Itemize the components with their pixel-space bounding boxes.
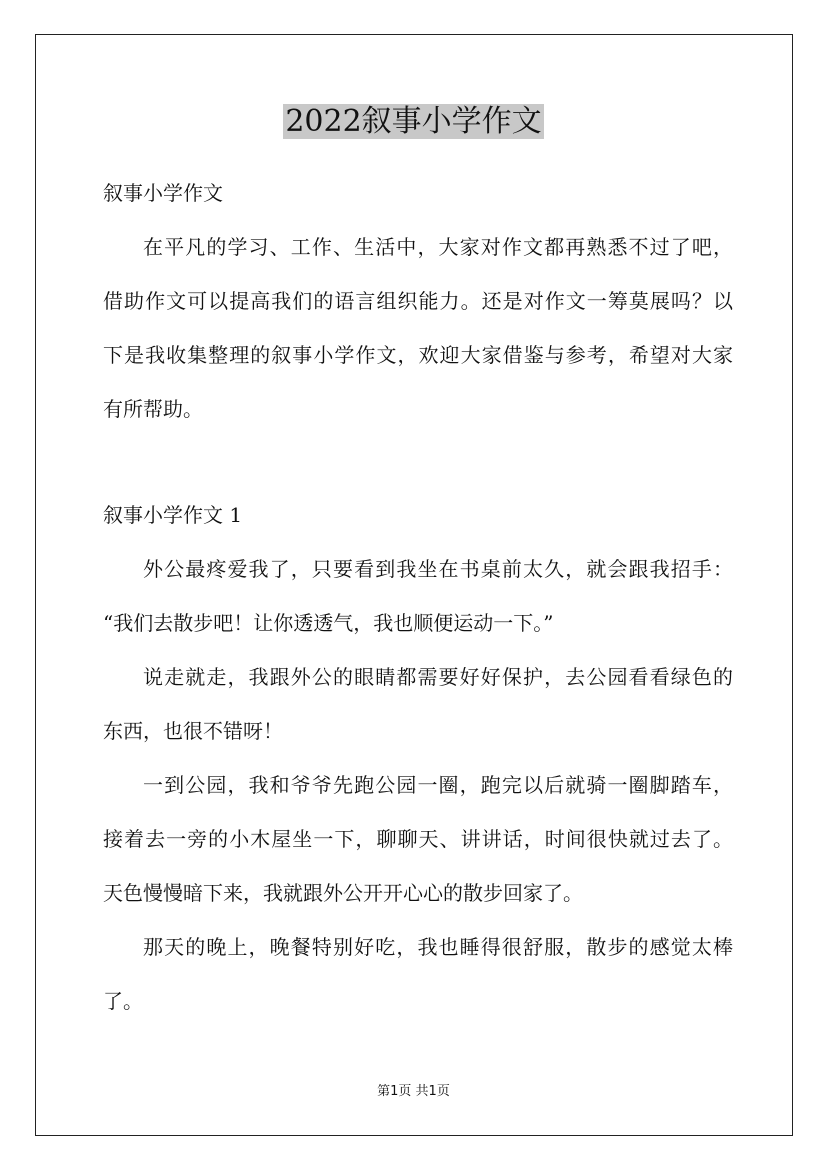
paragraph-gap (103, 441, 733, 493)
intro-line-2: 借助作文可以提高我们的语言组织能力。还是对作文一筹莫展吗？以 (103, 289, 733, 313)
essay-line-4: 东西，也很不错呀！ (103, 719, 283, 743)
page-footer: 第1页 共1页 (377, 1084, 450, 1099)
essay-line-3: 说走就走，我跟外公的眼睛都需要好好保护，去公园看看绿色的 (143, 665, 733, 689)
essay-line-2: “我们去散步吧！让你透透气，我也顺便运动一下。” (103, 611, 554, 635)
essay-line-8: 那天的晚上，晚餐特别好吃，我也睡得很舒服，散步的感觉太棒 (143, 935, 733, 959)
essay-line-5: 一到公园，我和爷爷先跑公园一圈，跑完以后就骑一圈脚踏车， (143, 773, 733, 797)
essay-line-6: 接着去一旁的小木屋坐一下，聊聊天、讲讲话，时间很快就过去了。 (103, 827, 733, 851)
essay-line-9: 了。 (103, 989, 143, 1013)
essay-line-7: 天色慢慢暗下来，我就跟外公开开心心的散步回家了。 (103, 881, 583, 905)
document-title (0, 100, 827, 144)
section-heading: 叙事小学作文 (103, 181, 223, 205)
essay-heading: 叙事小学作文 1 (103, 503, 243, 527)
essay-line-1: 外公最疼爱我了，只要看到我坐在书桌前太久，就会跟我招手： (143, 557, 733, 581)
intro-line-1: 在平凡的学习、工作、生活中，大家对作文都再熟悉不过了吧， (143, 235, 733, 259)
intro-line-4: 有所帮助。 (103, 397, 203, 421)
intro-line-3: 下是我收集整理的叙事小学作文，欢迎大家借鉴与参考，希望对大家 (103, 343, 733, 367)
document-title-text: 2022叙事小学作文 (285, 104, 542, 139)
document-body (103, 171, 733, 1033)
